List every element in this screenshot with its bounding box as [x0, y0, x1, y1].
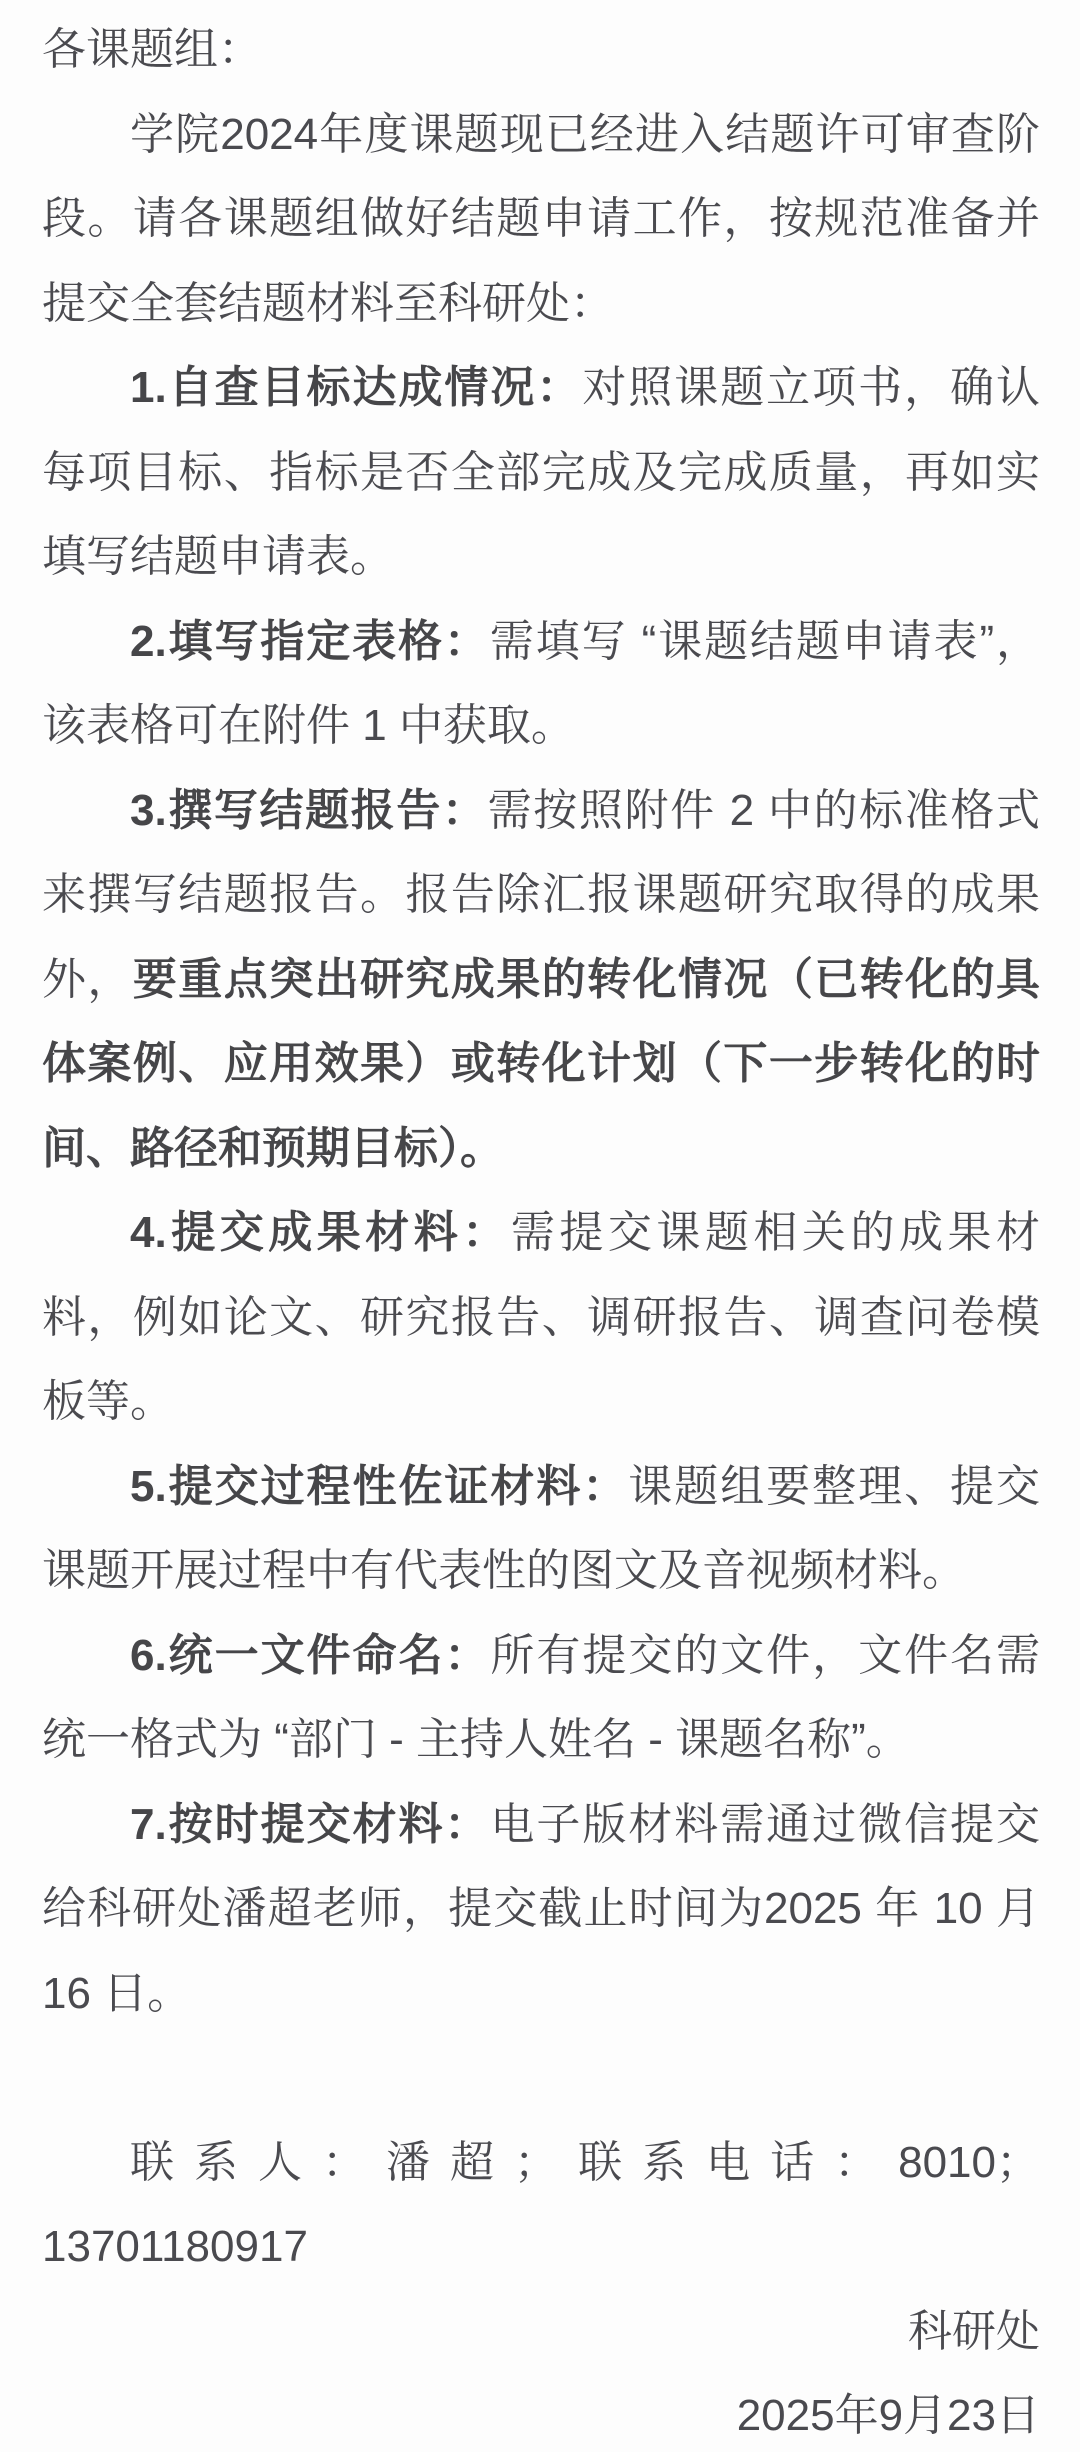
item-2-label: 2.填写指定表格： — [130, 616, 490, 666]
notice-item-4 — [42, 1191, 1040, 1445]
item-7-label: 7.按时提交材料： — [130, 1799, 491, 1849]
item-5-text: 课题组要整理、提交课题开展过程中有代表性的图文及音视频材料。 — [42, 1461, 1041, 1595]
blank-line-spacer — [42, 2036, 1040, 2121]
item-5-label: 5.提交过程性佐证材料： — [130, 1461, 629, 1511]
signature-department: 科研处 — [908, 2306, 1040, 2356]
item-3-text: 需按照附件 2 中的标准格式来撰写结题报告。报告除汇报课题研究取得的成果外， — [42, 785, 1041, 1004]
item-2-text: 需填写 “课题结题申请表”，该表格可在附件 1 中获取。 — [42, 616, 1040, 750]
notice-item-6 — [42, 1614, 1040, 1783]
item-3-label: 3.撰写结题报告： — [130, 785, 488, 835]
notice-item-1 — [42, 346, 1040, 600]
item-1-text: 对照课题立项书，确认每项目标、指标是否全部完成及完成质量，再如实填写结题申请表。 — [42, 363, 1040, 581]
notice-item-7 — [42, 1783, 1040, 2037]
item-6-label: 6.统一文件命名： — [130, 1630, 491, 1680]
notice-item-2 — [42, 600, 1040, 769]
salutation: 各课题组： — [42, 25, 262, 74]
item-4-text: 需提交课题相关的成果材料，例如论文、研究报告、调研报告、调查问卷模板等。 — [42, 1208, 1040, 1426]
intro-paragraph: 学院2024年度课题现已经进入结题许可审查阶段。请各课题组做好结题申请工作，按规范准备并提交全套结题材料至科研处： — [42, 109, 1040, 328]
contact-line: 联系人：潘超；联系电话：8010；13701180917 — [42, 2137, 1040, 2271]
item-7-text: 电子版材料需通过微信提交给科研处潘超老师，提交截止时间为2025 年 10 月 16 日。 — [42, 1799, 1040, 2018]
item-1-label: 1.自查目标达成情况： — [130, 363, 583, 412]
signature-date: 2025年9月23日 — [736, 2391, 1040, 2440]
notice-item-3 — [42, 769, 1040, 1192]
item-6-text: 所有提交的文件，文件名需统一格式为 “部门 - 主持人姓名 - 课题名称”。 — [42, 1630, 1040, 1764]
item-3-emphasis: 要重点突出研究成果的转化情况（已转化的具体案例、应用效果）或转化计划（下一步转化的时间、路径和预期目标）。 — [42, 954, 1041, 1173]
item-4-label: 4.提交成果材料： — [130, 1208, 511, 1257]
notice-item-5 — [42, 1445, 1040, 1614]
